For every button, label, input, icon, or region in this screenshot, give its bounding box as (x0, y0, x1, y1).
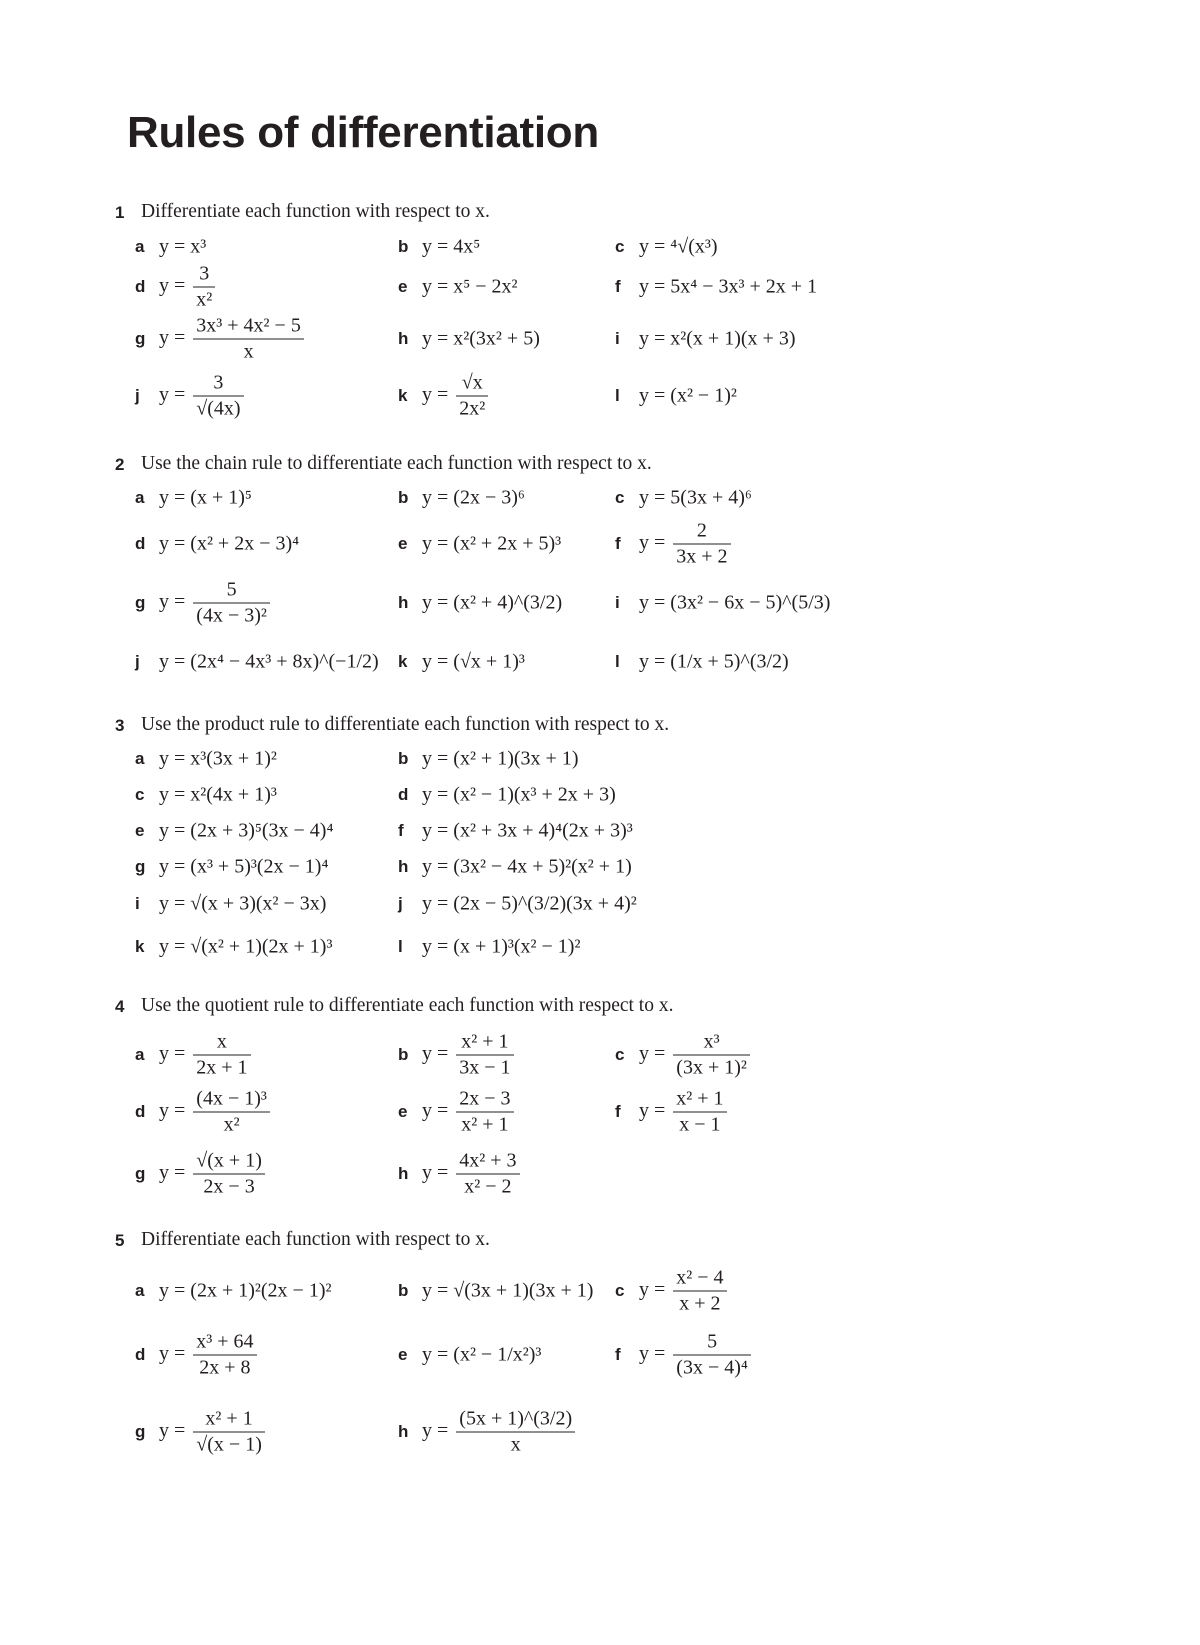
exercise-expression: y = 5(3x + 4)⁶ (639, 486, 752, 509)
exercise-expression: y = x²(4x + 1)³ (159, 783, 277, 806)
exercise-expression: y = (x² − 1/x²)³ (422, 1343, 542, 1366)
exercise-expression: y = (3x² − 4x + 5)²(x² + 1) (422, 855, 632, 878)
exercise-label: h (398, 1422, 409, 1441)
exercise-expression: y = (x + 1)⁵ (159, 486, 252, 509)
exercise-expression: y = (1/x + 5)^(3/2) (639, 650, 789, 673)
exercise-expression: y = (x³ + 5)³(2x − 1)⁴ (159, 855, 329, 878)
exercise-expression: y = (x² + 1)(3x + 1) (422, 747, 579, 770)
exercise-expression: y = $\frac{\text{4x² + 3}}{\text{x² − 2}}$ (422, 1150, 523, 1199)
question-instruction: Differentiate each function with respect to x. (141, 201, 490, 222)
exercise-label: a (135, 488, 145, 507)
exercise-expression: y = $\frac{(5x + 1)\^{}(3/2)}{x}$ (422, 1408, 578, 1457)
exercise-label: e (398, 1102, 408, 1121)
question-instruction: Use the chain rule to differentiate each function with respect to x. (141, 453, 652, 474)
exercise-label: k (135, 937, 145, 956)
exercise-label: f (615, 534, 621, 553)
exercise-label: d (135, 1345, 146, 1364)
exercise-expression: y = (2x⁴ − 4x³ + 8x)^(−1/2) (159, 650, 379, 673)
exercise-expression: y = $\frac{3}{\text{x²}}$ (159, 263, 218, 312)
exercise-label: h (398, 857, 409, 876)
exercise-expression: y = √(3x + 1)(3x + 1) (422, 1279, 594, 1302)
exercise-label: f (398, 821, 404, 840)
exercise-expression: y = $\frac{x}{2x + 1}$ (159, 1031, 254, 1080)
exercise-expression: y = $\frac{2x - 3}{\text{x² + 1}}$ (422, 1088, 517, 1137)
exercise-expression: y = (x² + 2x − 3)⁴ (159, 532, 300, 555)
exercise-label: g (135, 1422, 146, 1441)
exercise-label: i (135, 894, 140, 913)
exercise-label: d (135, 534, 146, 553)
exercise-expression: y = (√x + 1)³ (422, 650, 525, 673)
exercise-expression: y = (x² + 4)^(3/2) (422, 591, 563, 614)
exercise-expression: y = $\frac{√(x + 1)}{2x - 3}$ (159, 1150, 268, 1199)
exercise-expression: y = (x² − 1)² (639, 384, 737, 407)
exercise-expression: y = $\frac{\text{3x³ + 4x² − 5}}{x}$ (159, 315, 307, 364)
exercise-label: i (615, 329, 620, 348)
exercise-label: l (398, 937, 403, 956)
exercise-expression: y = x²(3x² + 5) (422, 327, 540, 350)
exercise-expression: y = x³ (159, 235, 207, 258)
exercise-label: k (398, 652, 408, 671)
question-number: 4 (115, 997, 125, 1016)
exercise-expression: y = (3x² − 6x − 5)^(5/3) (639, 591, 831, 614)
exercise-label: g (135, 329, 146, 348)
exercise-label: j (135, 386, 140, 405)
question-instruction: Use the quotient rule to differentiate each function with respect to x. (141, 995, 674, 1016)
exercise-label: d (135, 277, 146, 296)
exercise-label: c (615, 1045, 625, 1064)
exercise-expression: y = x³(3x + 1)² (159, 747, 277, 770)
exercise-label: a (135, 237, 145, 256)
exercise-label: j (135, 652, 140, 671)
exercise-label: b (398, 237, 409, 256)
exercise-expression: y = ⁴√(x³) (639, 235, 718, 258)
exercise-expression: y = √(x² + 1)(2x + 1)³ (159, 935, 333, 958)
exercise-expression: y = $\frac{\text{x² − 4}}{x + 2}$ (639, 1267, 730, 1316)
exercise-expression: y = $\frac{\text{(4x − 1)³}}{\text{x²}}$ (159, 1088, 273, 1137)
exercise-label: g (135, 1164, 146, 1183)
exercise-label: k (398, 386, 408, 405)
exercise-label: d (398, 785, 409, 804)
exercise-label: c (615, 1281, 625, 1300)
exercise-label: c (615, 237, 625, 256)
exercise-label: l (615, 386, 620, 405)
exercise-label: f (615, 277, 621, 296)
exercise-expression: y = (2x − 5)^(3/2)(3x + 4)² (422, 892, 637, 915)
question-number: 2 (115, 455, 125, 474)
exercise-label: c (135, 785, 145, 804)
question-instruction: Use the product rule to differentiate each function with respect to x. (141, 714, 670, 735)
exercise-label: f (615, 1102, 621, 1121)
exercise-expression: y = (x² − 1)(x³ + 2x + 3) (422, 783, 616, 806)
exercise-label: d (135, 1102, 146, 1121)
exercise-label: b (398, 749, 409, 768)
exercise-expression: y = √(x + 3)(x² − 3x) (159, 892, 327, 915)
question-number: 1 (115, 203, 125, 222)
exercise-label: l (615, 652, 620, 671)
exercise-label: e (398, 277, 408, 296)
exercise-label: c (615, 488, 625, 507)
page-title: Rules of differentiation (127, 108, 599, 157)
exercise-label: h (398, 1164, 409, 1183)
exercise-expression: y = $\frac{\text{x² + 1}}{3x - 1}$ (422, 1031, 517, 1080)
exercise-expression: y = x²(x + 1)(x + 3) (639, 327, 796, 350)
exercise-expression: y = 4x⁵ (422, 235, 481, 258)
exercise-label: a (135, 1281, 145, 1300)
exercise-label: b (398, 488, 409, 507)
exercise-expression: y = $\frac{2}{3x + 2}$ (639, 520, 734, 569)
exercise-label: a (135, 1045, 145, 1064)
exercise-expression: y = $\frac{\text{x³}}{\text{(3x + 1)²}}$ (639, 1031, 753, 1080)
exercise-label: b (398, 1045, 409, 1064)
exercise-label: a (135, 749, 145, 768)
exercise-expression: y = $\frac{5}{\text{(3x − 4)⁴}}$ (639, 1331, 754, 1380)
exercise-expression: y = (x + 1)³(x² − 1)² (422, 935, 581, 958)
question-number: 5 (115, 1231, 125, 1250)
exercise-expression: y = (2x − 3)⁶ (422, 486, 525, 509)
exercise-expression: y = $\frac{5}{\text{(4x − 3)²}}$ (159, 579, 273, 628)
exercise-label: i (615, 593, 620, 612)
exercise-expression: y = $\frac{\text{x² + 1}}{x - 1}$ (639, 1088, 730, 1137)
exercise-expression: y = (2x + 1)²(2x − 1)² (159, 1279, 332, 1302)
exercise-expression: y = (x² + 3x + 4)⁴(2x + 3)³ (422, 819, 633, 842)
exercise-expression: y = $\frac{\text{x³ + 64}}{2x + 8}$ (159, 1331, 260, 1380)
exercise-label: e (135, 821, 145, 840)
exercise-expression: y = (2x + 3)⁵(3x − 4)⁴ (159, 819, 334, 842)
question-instruction: Differentiate each function with respect to x. (141, 1229, 490, 1250)
exercise-expression: y = $\frac{3}{√(4x)}$ (159, 372, 247, 421)
exercise-label: e (398, 534, 408, 553)
exercise-expression: y = (x² + 2x + 5)³ (422, 532, 562, 555)
exercise-label: h (398, 329, 409, 348)
exercise-label: e (398, 1345, 408, 1364)
exercise-label: f (615, 1345, 621, 1364)
exercise-label: g (135, 857, 146, 876)
exercise-label: g (135, 593, 146, 612)
exercise-expression: y = x⁵ − 2x² (422, 275, 518, 298)
exercise-label: b (398, 1281, 409, 1300)
exercise-label: j (398, 894, 403, 913)
exercise-expression: y = 5x⁴ − 3x³ + 2x + 1 (639, 275, 818, 298)
question-number: 3 (115, 716, 125, 735)
exercise-expression: y = $\frac{\text{x² + 1}}{√(x - 1)}$ (159, 1408, 268, 1457)
exercise-expression: y = $\frac{√x}{\text{2x²}}$ (422, 372, 491, 421)
exercise-label: h (398, 593, 409, 612)
